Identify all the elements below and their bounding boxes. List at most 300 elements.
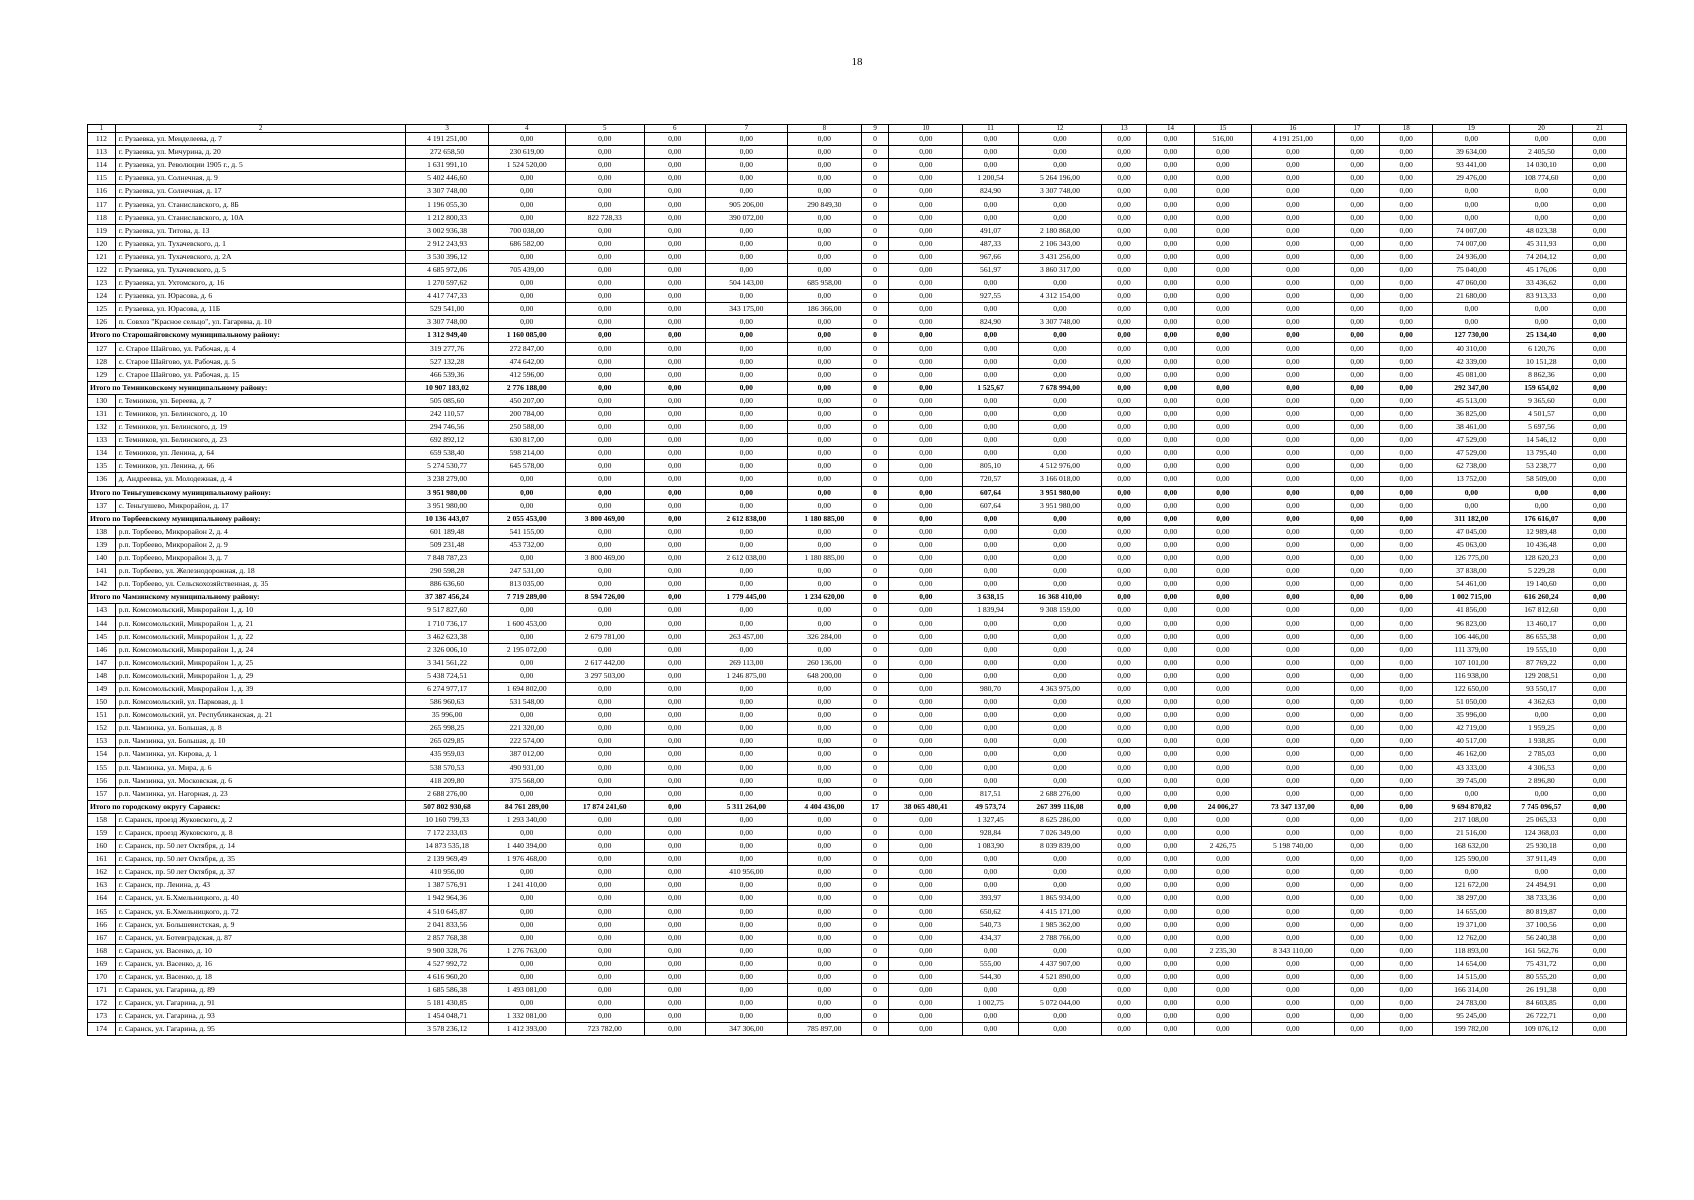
value-col-20: 13 460,17	[1510, 617, 1573, 630]
value-col-19: 75 040,00	[1433, 263, 1510, 276]
value-col-19: 199 782,00	[1433, 1023, 1510, 1036]
value-col-18: 0,00	[1379, 840, 1432, 853]
value-col-13: 0,00	[1102, 224, 1147, 237]
row-number: 145	[88, 630, 116, 643]
value-col-14: 0,00	[1147, 591, 1195, 604]
value-col-12: 0,00	[1018, 709, 1101, 722]
value-col-17: 0,00	[1335, 263, 1380, 276]
value-col-8: 260 136,00	[787, 656, 861, 669]
value-col-9: 0	[861, 957, 889, 970]
value-col-14: 0,00	[1147, 368, 1195, 381]
value-col-14: 0,00	[1147, 997, 1195, 1010]
value-col-11: 540,73	[963, 918, 1019, 931]
value-col-3: 14 873 535,18	[406, 840, 488, 853]
value-col-3: 659 538,40	[406, 447, 488, 460]
value-col-8: 0,00	[787, 866, 861, 879]
value-col-11: 0,00	[963, 211, 1019, 224]
value-col-3: 1 942 964,36	[406, 892, 488, 905]
value-col-11: 927,55	[963, 290, 1019, 303]
value-col-18: 0,00	[1379, 368, 1432, 381]
value-col-4: 1 694 802,00	[488, 682, 565, 695]
value-col-11: 0,00	[963, 146, 1019, 159]
value-col-7: 0,00	[705, 473, 787, 486]
value-col-8: 0,00	[787, 748, 861, 761]
value-col-21: 0,00	[1573, 538, 1627, 551]
value-col-11: 0,00	[963, 407, 1019, 420]
value-col-18: 0,00	[1379, 800, 1432, 813]
value-col-7: 0,00	[705, 997, 787, 1010]
value-col-16: 0,00	[1251, 931, 1334, 944]
value-col-8: 0,00	[787, 892, 861, 905]
value-col-8: 0,00	[787, 918, 861, 931]
value-col-5: 0,00	[565, 682, 644, 695]
value-col-15: 0,00	[1195, 722, 1252, 735]
value-col-6: 0,00	[644, 525, 705, 538]
value-col-4: 598 214,00	[488, 447, 565, 460]
row-number: 143	[88, 604, 116, 617]
value-col-7: 0,00	[705, 538, 787, 551]
value-col-6: 0,00	[644, 381, 705, 394]
value-col-17: 0,00	[1335, 512, 1380, 525]
value-col-10: 0,00	[889, 787, 963, 800]
value-col-10: 0,00	[889, 185, 963, 198]
value-col-3: 290 598,28	[406, 565, 488, 578]
value-col-16: 0,00	[1251, 669, 1334, 682]
subtotal-row	[88, 512, 1627, 525]
column-number-21: 21	[1573, 125, 1627, 133]
value-col-6: 0,00	[644, 250, 705, 263]
table-row	[88, 434, 1627, 447]
value-col-5: 0,00	[565, 499, 644, 512]
value-col-7: 0,00	[705, 813, 787, 826]
table-row	[88, 316, 1627, 329]
value-col-10: 0,00	[889, 826, 963, 839]
value-col-5: 0,00	[565, 997, 644, 1010]
value-col-14: 0,00	[1147, 643, 1195, 656]
value-col-12: 0,00	[1018, 735, 1101, 748]
value-col-7: 0,00	[705, 368, 787, 381]
value-col-17: 0,00	[1335, 407, 1380, 420]
value-col-8: 0,00	[787, 290, 861, 303]
value-col-16: 0,00	[1251, 591, 1334, 604]
value-col-3: 319 277,76	[406, 342, 488, 355]
value-col-5: 0,00	[565, 578, 644, 591]
value-col-19: 38 297,00	[1433, 892, 1510, 905]
value-col-4: 1 332 081,00	[488, 1010, 565, 1023]
value-col-21: 0,00	[1573, 421, 1627, 434]
value-col-6: 0,00	[644, 434, 705, 447]
address-cell: р.п. Комсомольский, ул. Парковая, д. 1	[115, 696, 406, 709]
value-col-7: 0,00	[705, 146, 787, 159]
value-col-14: 0,00	[1147, 957, 1195, 970]
value-col-6: 0,00	[644, 735, 705, 748]
value-col-8: 785 897,00	[787, 1023, 861, 1036]
value-col-13: 0,00	[1102, 552, 1147, 565]
value-col-20: 0,00	[1510, 133, 1573, 146]
value-col-5: 0,00	[565, 604, 644, 617]
value-col-14: 0,00	[1147, 656, 1195, 669]
value-col-10: 0,00	[889, 957, 963, 970]
value-col-10: 0,00	[889, 434, 963, 447]
value-col-7: 263 457,00	[705, 630, 787, 643]
value-col-12: 0,00	[1018, 525, 1101, 538]
column-number-6: 6	[644, 125, 705, 133]
value-col-21: 0,00	[1573, 944, 1627, 957]
value-col-6: 0,00	[644, 787, 705, 800]
value-col-16: 0,00	[1251, 879, 1334, 892]
value-col-8: 0,00	[787, 879, 861, 892]
value-col-15: 0,00	[1195, 434, 1252, 447]
value-col-14: 0,00	[1147, 761, 1195, 774]
value-col-18: 0,00	[1379, 290, 1432, 303]
value-col-20: 26 722,71	[1510, 1010, 1573, 1023]
value-col-14: 0,00	[1147, 944, 1195, 957]
value-col-3: 4 685 972,06	[406, 263, 488, 276]
value-col-11: 0,00	[963, 133, 1019, 146]
address-cell: г. Рузаевка, ул. Ухтомского, д. 16	[115, 277, 406, 290]
value-col-18: 0,00	[1379, 250, 1432, 263]
value-col-12: 0,00	[1018, 421, 1101, 434]
row-number: 113	[88, 146, 116, 159]
value-col-13: 0,00	[1102, 931, 1147, 944]
value-col-17: 0,00	[1335, 826, 1380, 839]
value-col-11: 0,00	[963, 944, 1019, 957]
value-col-6: 0,00	[644, 826, 705, 839]
value-col-15: 0,00	[1195, 787, 1252, 800]
value-col-5: 3 800 469,00	[565, 552, 644, 565]
table-row	[88, 355, 1627, 368]
value-col-17: 0,00	[1335, 447, 1380, 460]
value-col-12: 2 688 276,00	[1018, 787, 1101, 800]
value-col-18: 0,00	[1379, 892, 1432, 905]
value-col-21: 0,00	[1573, 460, 1627, 473]
value-col-11: 0,00	[963, 748, 1019, 761]
value-col-21: 0,00	[1573, 1010, 1627, 1023]
value-col-4: 1 293 340,00	[488, 813, 565, 826]
value-col-11: 0,00	[963, 984, 1019, 997]
value-col-9: 0	[861, 787, 889, 800]
value-col-19: 0,00	[1433, 198, 1510, 211]
value-col-15: 0,00	[1195, 172, 1252, 185]
value-col-12: 0,00	[1018, 565, 1101, 578]
value-col-18: 0,00	[1379, 669, 1432, 682]
value-col-20: 58 509,00	[1510, 473, 1573, 486]
value-col-20: 14 546,12	[1510, 434, 1573, 447]
value-col-19: 46 162,00	[1433, 748, 1510, 761]
address-cell: р.п. Комсомольский, Микрорайон 1, д. 24	[115, 643, 406, 656]
value-col-16: 0,00	[1251, 250, 1334, 263]
value-col-17: 0,00	[1335, 853, 1380, 866]
value-col-17: 0,00	[1335, 473, 1380, 486]
value-col-8: 0,00	[787, 342, 861, 355]
value-col-17: 0,00	[1335, 250, 1380, 263]
value-col-5: 8 594 726,00	[565, 591, 644, 604]
value-col-6: 0,00	[644, 159, 705, 172]
value-col-3: 10 160 799,33	[406, 813, 488, 826]
value-col-8: 0,00	[787, 447, 861, 460]
address-cell: г. Рузаевка, ул. Титова, д. 13	[115, 224, 406, 237]
value-col-4: 490 931,00	[488, 761, 565, 774]
value-col-17: 0,00	[1335, 774, 1380, 787]
value-col-6: 0,00	[644, 146, 705, 159]
value-col-18: 0,00	[1379, 656, 1432, 669]
row-number: 163	[88, 879, 116, 892]
value-col-6: 0,00	[644, 263, 705, 276]
value-col-8: 0,00	[787, 984, 861, 997]
value-col-10: 0,00	[889, 630, 963, 643]
value-col-14: 0,00	[1147, 774, 1195, 787]
value-col-20: 86 655,38	[1510, 630, 1573, 643]
value-col-21: 0,00	[1573, 224, 1627, 237]
value-col-12: 0,00	[1018, 656, 1101, 669]
row-number: 164	[88, 892, 116, 905]
value-col-16: 0,00	[1251, 224, 1334, 237]
row-number: 114	[88, 159, 116, 172]
value-col-13: 0,00	[1102, 997, 1147, 1010]
value-col-16: 0,00	[1251, 656, 1334, 669]
value-col-7: 0,00	[705, 329, 787, 342]
value-col-21: 0,00	[1573, 185, 1627, 198]
value-col-3: 3 307 748,00	[406, 185, 488, 198]
value-col-3: 3 002 936,38	[406, 224, 488, 237]
value-col-18: 0,00	[1379, 159, 1432, 172]
value-col-10: 0,00	[889, 748, 963, 761]
table-row	[88, 172, 1627, 185]
value-col-17: 0,00	[1335, 329, 1380, 342]
value-col-7: 0,00	[705, 394, 787, 407]
value-col-19: 0,00	[1433, 303, 1510, 316]
value-col-7: 0,00	[705, 957, 787, 970]
value-col-5: 17 874 241,60	[565, 800, 644, 813]
table-row	[88, 565, 1627, 578]
value-col-7: 0,00	[705, 931, 787, 944]
value-col-19: 95 245,00	[1433, 1010, 1510, 1023]
value-col-7: 0,00	[705, 224, 787, 237]
register-table	[87, 124, 1627, 1036]
value-col-9: 0	[861, 316, 889, 329]
value-col-17: 0,00	[1335, 381, 1380, 394]
value-col-20: 128 620,23	[1510, 552, 1573, 565]
value-col-7: 0,00	[705, 787, 787, 800]
value-col-10: 0,00	[889, 538, 963, 551]
value-col-13: 0,00	[1102, 525, 1147, 538]
value-col-19: 47 060,00	[1433, 277, 1510, 290]
value-col-21: 0,00	[1573, 486, 1627, 499]
row-number: 165	[88, 905, 116, 918]
value-col-3: 3 307 748,00	[406, 316, 488, 329]
value-col-6: 0,00	[644, 421, 705, 434]
value-col-18: 0,00	[1379, 394, 1432, 407]
value-col-15: 0,00	[1195, 421, 1252, 434]
value-col-18: 0,00	[1379, 826, 1432, 839]
value-col-20: 80 555,20	[1510, 971, 1573, 984]
value-col-12: 0,00	[1018, 1023, 1101, 1036]
value-col-14: 0,00	[1147, 460, 1195, 473]
value-col-14: 0,00	[1147, 303, 1195, 316]
value-col-20: 0,00	[1510, 198, 1573, 211]
value-col-20: 45 176,06	[1510, 263, 1573, 276]
value-col-12: 4 415 171,00	[1018, 905, 1101, 918]
value-col-9: 0	[861, 643, 889, 656]
value-col-15: 0,00	[1195, 512, 1252, 525]
value-col-3: 35 996,00	[406, 709, 488, 722]
value-col-16: 0,00	[1251, 146, 1334, 159]
column-number-13: 13	[1102, 125, 1147, 133]
value-col-18: 0,00	[1379, 473, 1432, 486]
value-col-15: 0,00	[1195, 761, 1252, 774]
value-col-5: 0,00	[565, 931, 644, 944]
value-col-7: 343 175,00	[705, 303, 787, 316]
value-col-3: 2 857 768,38	[406, 931, 488, 944]
value-col-13: 0,00	[1102, 172, 1147, 185]
value-col-20: 0,00	[1510, 709, 1573, 722]
value-col-19: 45 513,00	[1433, 394, 1510, 407]
value-col-4: 686 582,00	[488, 237, 565, 250]
value-col-18: 0,00	[1379, 198, 1432, 211]
value-col-10: 0,00	[889, 277, 963, 290]
value-col-3: 4 616 960,20	[406, 971, 488, 984]
value-col-11: 980,70	[963, 682, 1019, 695]
row-number: 112	[88, 133, 116, 146]
address-cell: с. Старое Шайгово, ул. Рабочая, д. 5	[115, 355, 406, 368]
value-col-11: 0,00	[963, 735, 1019, 748]
address-cell: г. Рузаевка, ул. Менделеева, д. 7	[115, 133, 406, 146]
value-col-19: 106 446,00	[1433, 630, 1510, 643]
value-col-14: 0,00	[1147, 172, 1195, 185]
value-col-6: 0,00	[644, 840, 705, 853]
value-col-12: 4 521 890,00	[1018, 971, 1101, 984]
value-col-9: 0	[861, 237, 889, 250]
value-col-11: 487,33	[963, 237, 1019, 250]
value-col-17: 0,00	[1335, 984, 1380, 997]
value-col-21: 0,00	[1573, 905, 1627, 918]
value-col-10: 0,00	[889, 237, 963, 250]
value-col-14: 0,00	[1147, 342, 1195, 355]
value-col-21: 0,00	[1573, 656, 1627, 669]
column-number-1: 1	[88, 125, 116, 133]
value-col-11: 393,97	[963, 892, 1019, 905]
value-col-19: 14 655,00	[1433, 905, 1510, 918]
value-col-18: 0,00	[1379, 525, 1432, 538]
value-col-3: 2 688 276,00	[406, 787, 488, 800]
value-col-14: 0,00	[1147, 853, 1195, 866]
value-col-15: 0,00	[1195, 971, 1252, 984]
value-col-10: 0,00	[889, 669, 963, 682]
value-col-7: 1 246 875,00	[705, 669, 787, 682]
value-col-5: 0,00	[565, 198, 644, 211]
address-cell: г. Рузаевка, ул. Станиславского, д. 8Б	[115, 198, 406, 211]
value-col-5: 0,00	[565, 813, 644, 826]
address-cell: г. Темников, ул. Белинского, д. 19	[115, 421, 406, 434]
value-col-21: 0,00	[1573, 172, 1627, 185]
value-col-5: 3 297 503,00	[565, 669, 644, 682]
value-col-11: 0,00	[963, 447, 1019, 460]
value-col-3: 1 685 586,38	[406, 984, 488, 997]
subtotal-label: Итого по Темниковскому муниципальному району:	[88, 381, 406, 394]
value-col-14: 0,00	[1147, 617, 1195, 630]
value-col-10: 0,00	[889, 866, 963, 879]
value-col-21: 0,00	[1573, 237, 1627, 250]
value-col-3: 5 181 430,85	[406, 997, 488, 1010]
value-col-18: 0,00	[1379, 997, 1432, 1010]
value-col-14: 0,00	[1147, 355, 1195, 368]
value-col-12: 3 951 980,00	[1018, 499, 1101, 512]
value-col-7: 0,00	[705, 355, 787, 368]
value-col-15: 0,00	[1195, 1023, 1252, 1036]
value-col-21: 0,00	[1573, 159, 1627, 172]
table-row	[88, 1023, 1627, 1036]
value-col-7: 0,00	[705, 722, 787, 735]
value-col-20: 0,00	[1510, 499, 1573, 512]
value-col-3: 265 998,25	[406, 722, 488, 735]
value-col-16: 0,00	[1251, 984, 1334, 997]
table-row	[88, 250, 1627, 263]
value-col-9: 0	[861, 774, 889, 787]
value-col-10: 0,00	[889, 709, 963, 722]
value-col-6: 0,00	[644, 669, 705, 682]
value-col-21: 0,00	[1573, 682, 1627, 695]
value-col-11: 0,00	[963, 525, 1019, 538]
value-col-19: 38 461,00	[1433, 421, 1510, 434]
value-col-8: 0,00	[787, 133, 861, 146]
value-col-14: 0,00	[1147, 984, 1195, 997]
value-col-12: 0,00	[1018, 761, 1101, 774]
table-row	[88, 263, 1627, 276]
value-col-7: 2 612 038,00	[705, 552, 787, 565]
value-col-8: 0,00	[787, 355, 861, 368]
value-col-21: 0,00	[1573, 957, 1627, 970]
row-number: 136	[88, 473, 116, 486]
value-col-4: 2 776 188,00	[488, 381, 565, 394]
address-cell: г. Саранск, ул. Гагарина, д. 91	[115, 997, 406, 1010]
value-col-20: 24 494,91	[1510, 879, 1573, 892]
value-col-10: 0,00	[889, 971, 963, 984]
value-col-16: 4 191 251,00	[1251, 133, 1334, 146]
value-col-7: 5 311 264,00	[705, 800, 787, 813]
value-col-15: 0,00	[1195, 237, 1252, 250]
value-col-21: 0,00	[1573, 211, 1627, 224]
value-col-8: 0,00	[787, 735, 861, 748]
value-col-13: 0,00	[1102, 1010, 1147, 1023]
value-col-12: 7 678 994,00	[1018, 381, 1101, 394]
value-col-16: 0,00	[1251, 918, 1334, 931]
value-col-17: 0,00	[1335, 879, 1380, 892]
value-col-6: 0,00	[644, 617, 705, 630]
address-cell: р.п. Чамзинка, ул. Нагорная, д. 23	[115, 787, 406, 800]
value-col-17: 0,00	[1335, 185, 1380, 198]
value-col-17: 0,00	[1335, 813, 1380, 826]
value-col-5: 0,00	[565, 146, 644, 159]
table-row	[88, 237, 1627, 250]
value-col-21: 0,00	[1573, 630, 1627, 643]
value-col-3: 509 231,48	[406, 538, 488, 551]
value-col-14: 0,00	[1147, 473, 1195, 486]
value-col-9: 0	[861, 565, 889, 578]
value-col-21: 0,00	[1573, 826, 1627, 839]
value-col-11: 607,64	[963, 499, 1019, 512]
value-col-4: 700 038,00	[488, 224, 565, 237]
value-col-7: 0,00	[705, 565, 787, 578]
value-col-18: 0,00	[1379, 643, 1432, 656]
value-col-10: 0,00	[889, 355, 963, 368]
value-col-20: 1 959,25	[1510, 722, 1573, 735]
value-col-16: 0,00	[1251, 447, 1334, 460]
value-col-10: 0,00	[889, 552, 963, 565]
value-col-7: 0,00	[705, 342, 787, 355]
value-col-19: 311 182,00	[1433, 512, 1510, 525]
value-col-17: 0,00	[1335, 735, 1380, 748]
value-col-19: 126 775,00	[1433, 552, 1510, 565]
